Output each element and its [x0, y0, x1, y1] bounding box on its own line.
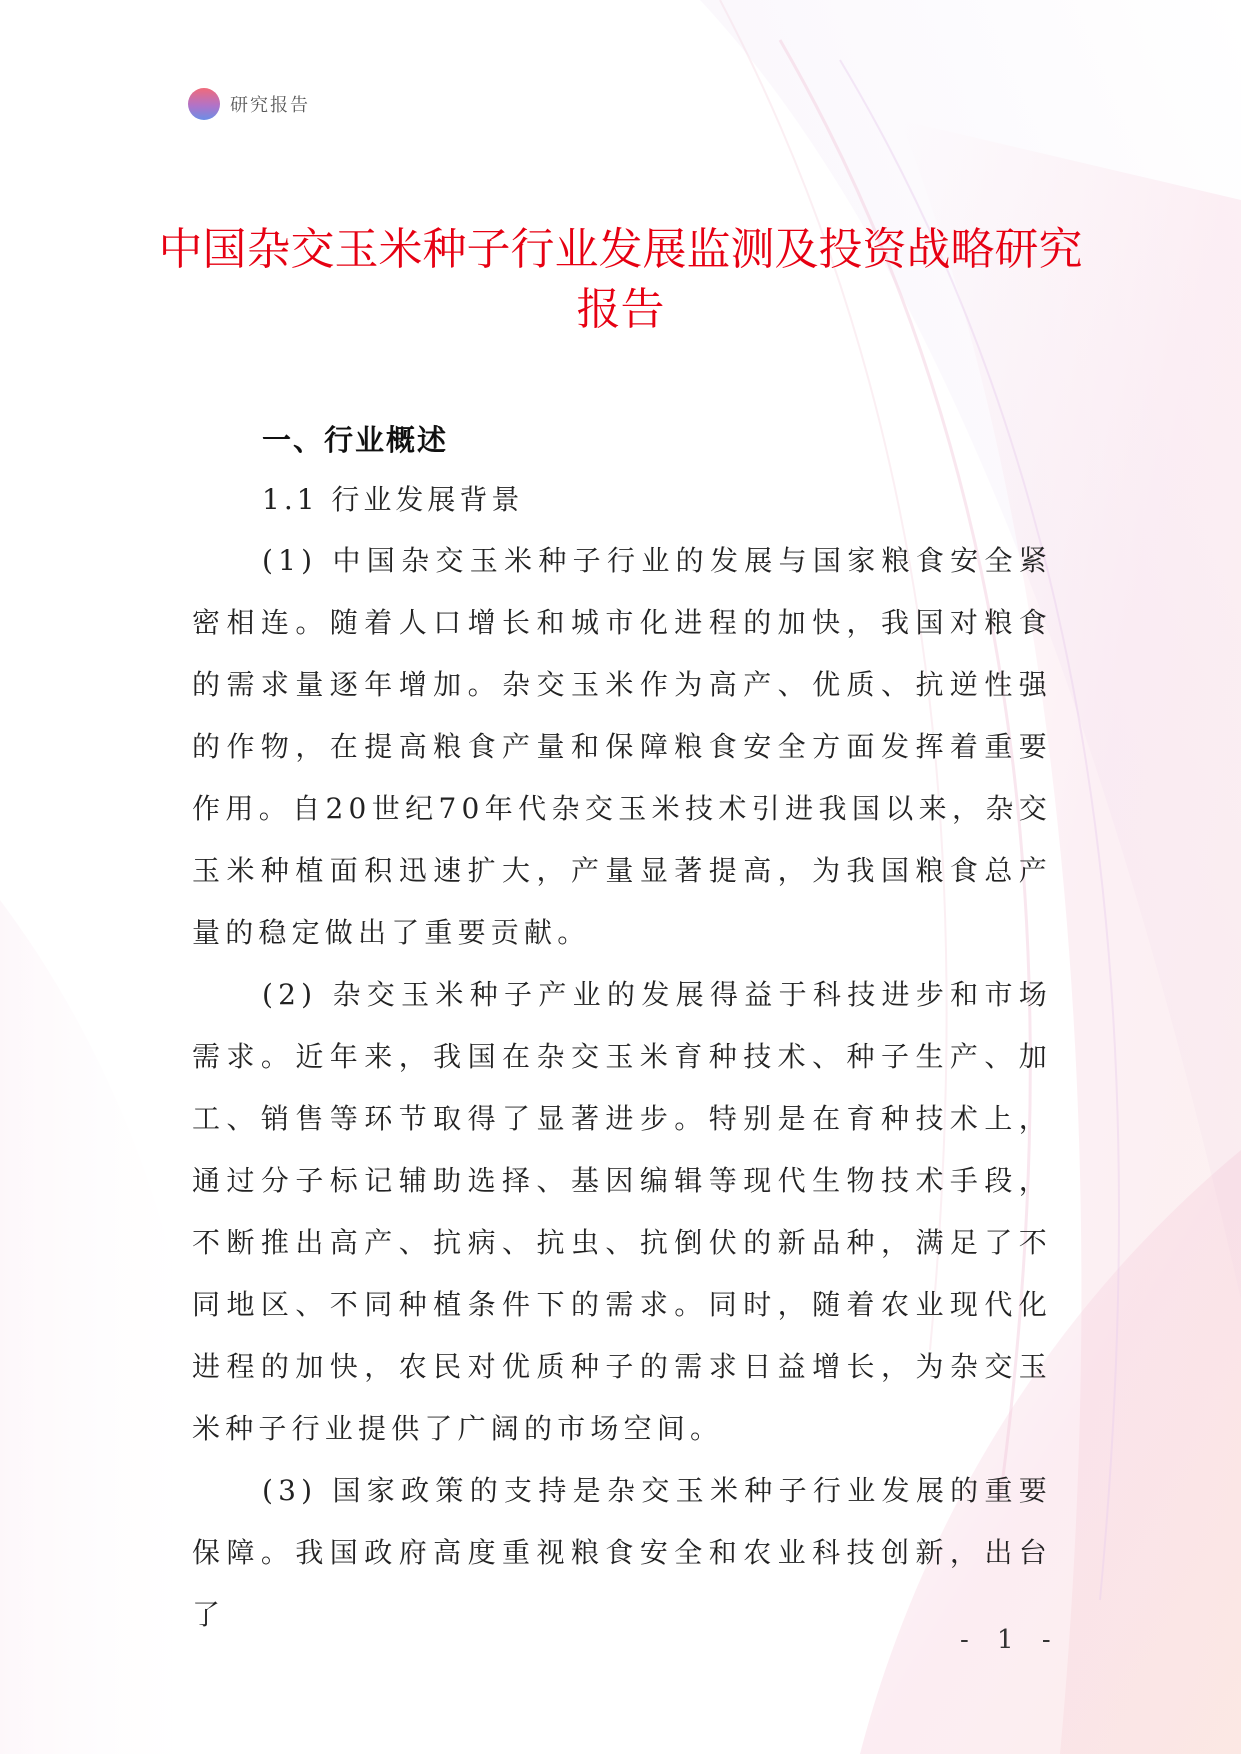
- paragraph: (2) 杂交玉米种子产业的发展得益于科技进步和市场需求。近年来，我国在杂交玉米育种技术、种子生产、加工、销售等环节取得了显著进步。特别是在育种技术上，通过分子标记辅助选择、基因编辑等现代生物技术手段，不断推出高产、抗病、抗虫、抗倒伏的新品种，满足了不同地区、不同种植条件下的需求。同时，随着农业现代化进程的加快，农民对优质种子的需求日益增长，为杂交玉米种子行业提供了广阔的市场空间。: [192, 978, 1052, 1445]
- paragraph: (1) 中国杂交玉米种子行业的发展与国家粮食安全紧密相连。随着人口增长和城市化进程的加快，我国对粮食的需求量逐年增加。杂交玉米作为高产、优质、抗逆性强的作物，在提高粮食产量和保障粮食安全方面发挥着重要作用。自20世纪70年代杂交玉米技术引进我国以来，杂交玉米种植面积迅速扩大，产量显著提高，为我国粮食总产量的稳定做出了重要贡献。: [192, 544, 1052, 949]
- report-logo-icon: [188, 88, 220, 120]
- report-header: [188, 88, 310, 120]
- paragraph: (3) 国家政策的支持是杂交玉米种子行业发展的重要保障。我国政府高度重视粮食安全和农业科技创新，出台了: [192, 1474, 1052, 1631]
- sub-heading: 1.1 行业发展背景: [262, 483, 524, 516]
- section-heading: 一、行业概述: [262, 423, 449, 457]
- header-label: 研究报告: [230, 95, 310, 116]
- document-body: [192, 410, 1052, 1646]
- document-title: 中国杂交玉米种子行业发展监测及投资战略研究报告: [158, 224, 1083, 335]
- page-number: - 1 -: [960, 1625, 1061, 1655]
